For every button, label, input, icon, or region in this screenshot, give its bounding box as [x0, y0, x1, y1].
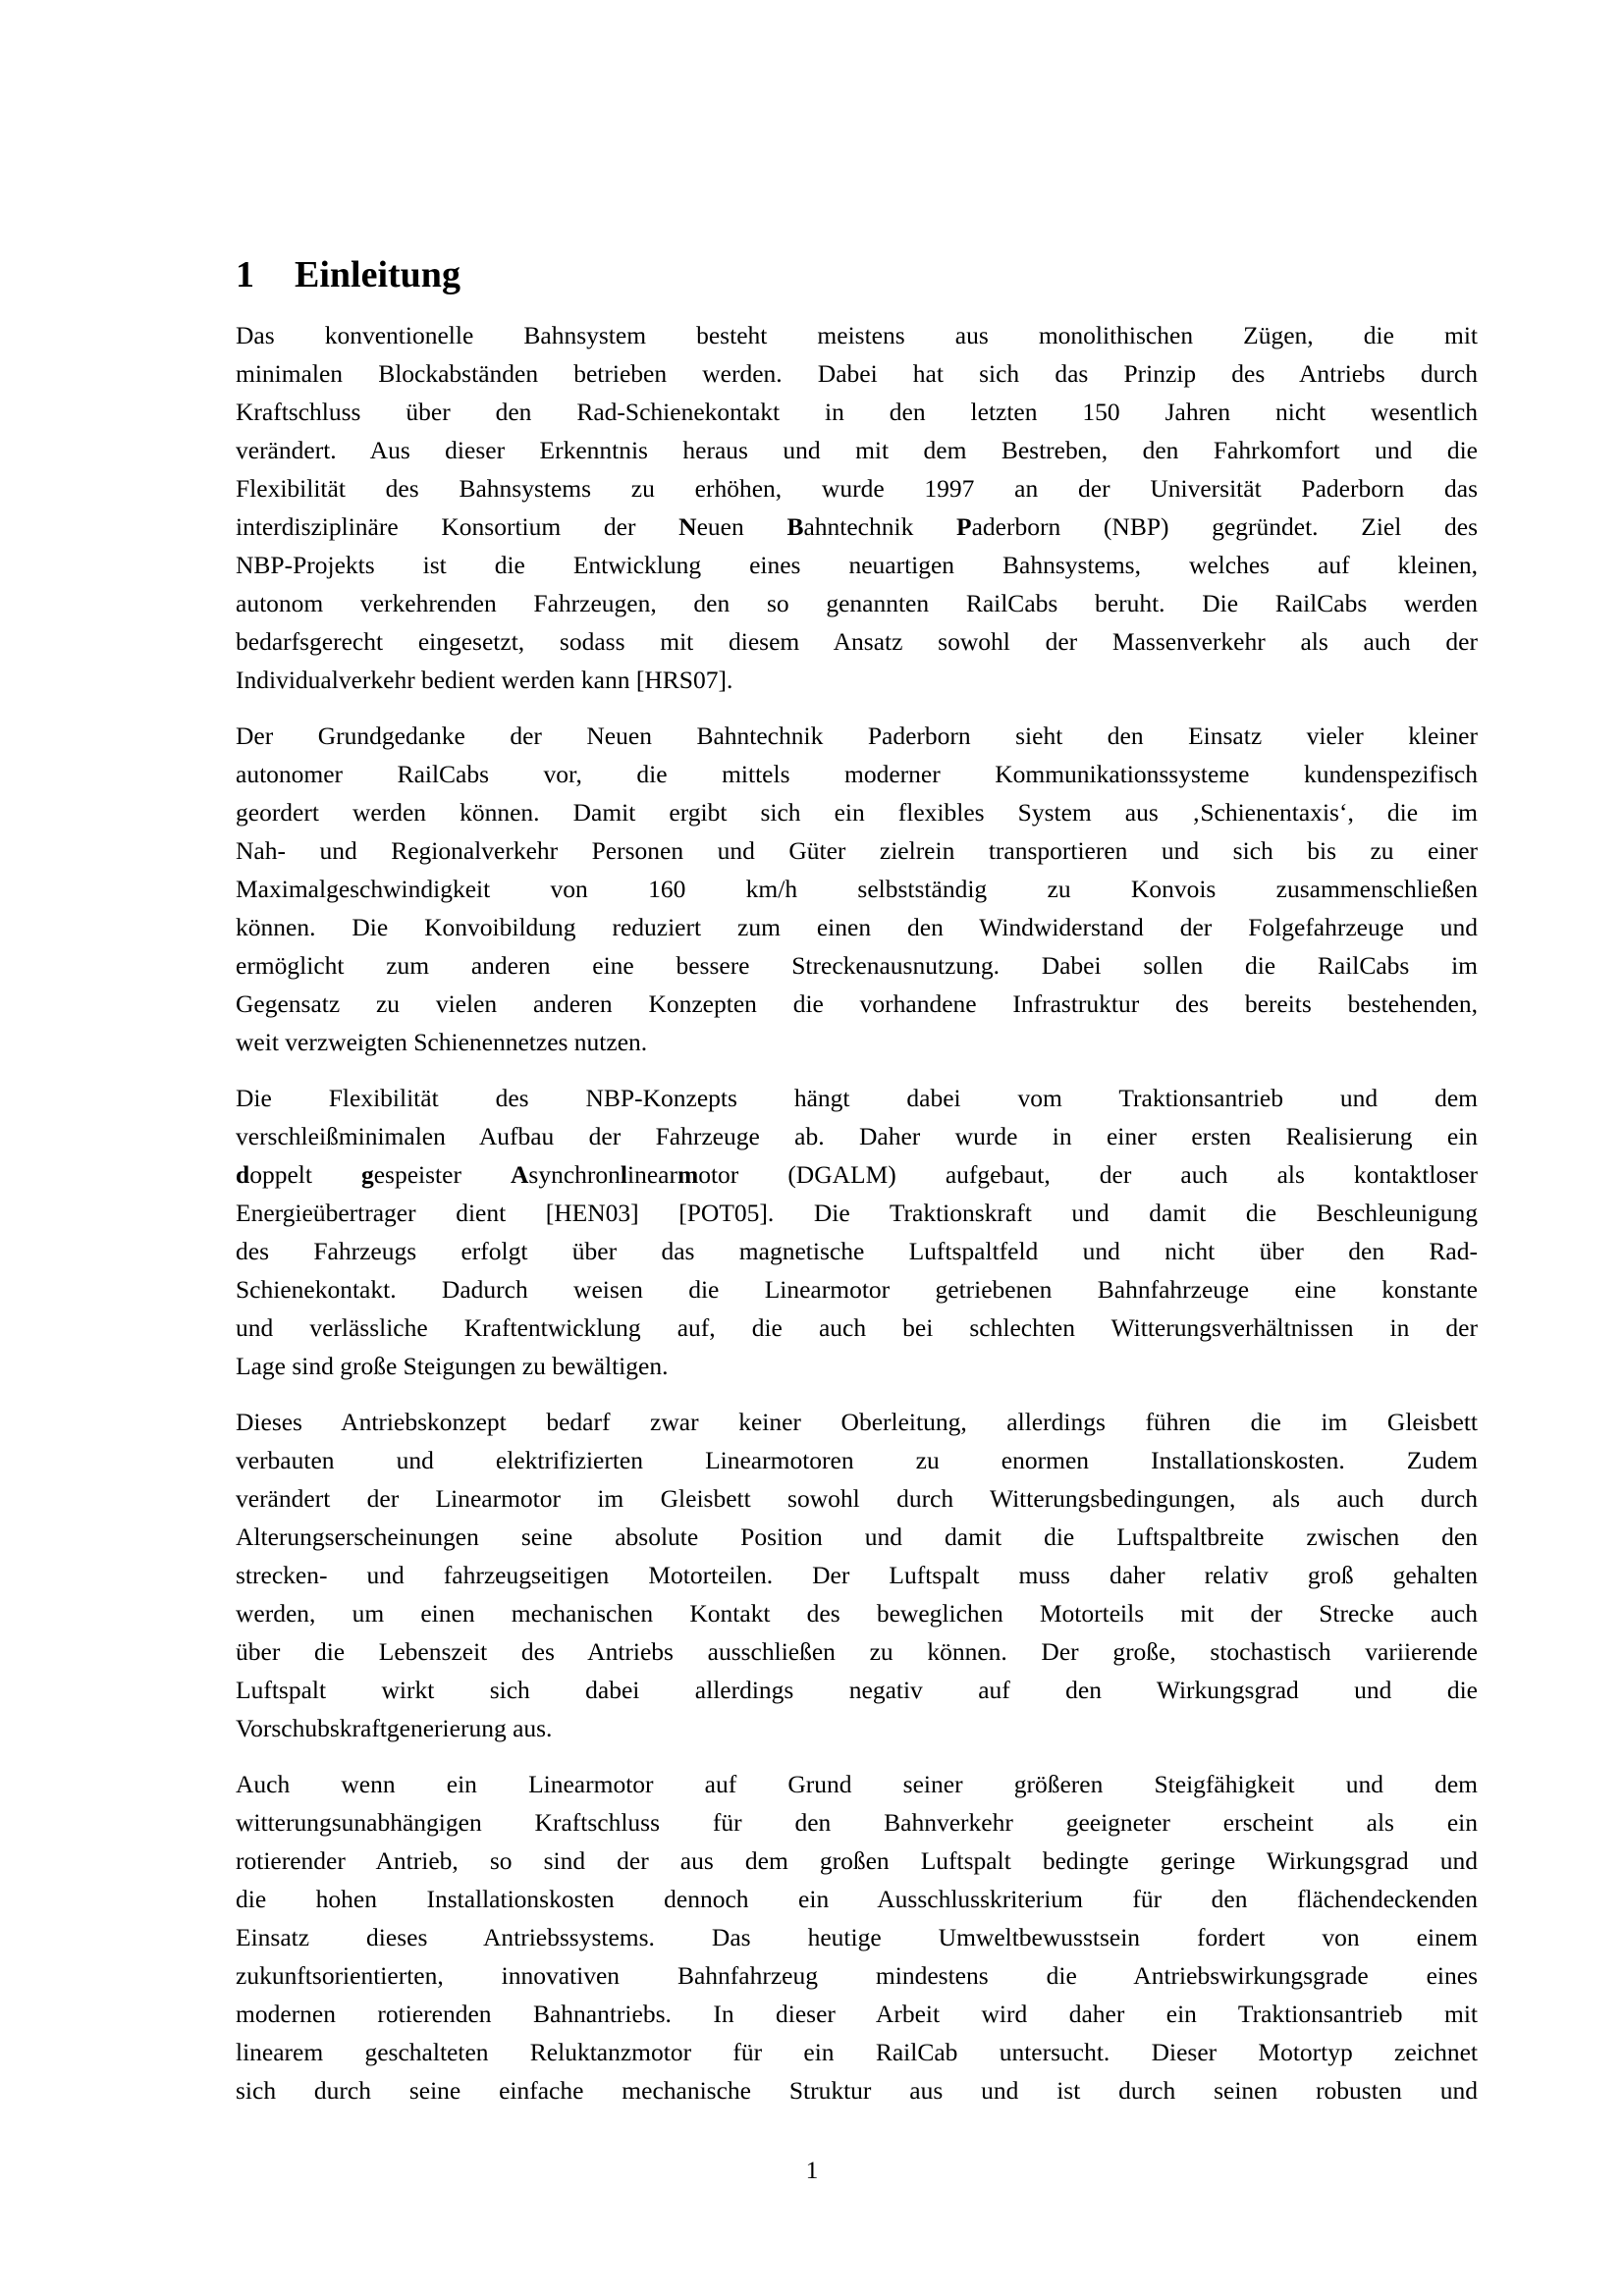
text-segment: espeister: [373, 1160, 511, 1189]
text-segment: euen: [696, 512, 787, 541]
bold-initial: l: [620, 1160, 627, 1189]
section-number: 1: [236, 254, 254, 295]
text-line: sich durch seine einfache mechanische Struktur aus und ist durch seinen robusten und: [236, 2076, 1478, 2105]
text-line: Einsatz dieses Antriebssystems. Das heutige Umweltbewusstsein fordert von einem: [236, 1923, 1478, 1951]
text-line: [236, 507, 1478, 546]
bold-initial: A: [510, 1160, 529, 1189]
text-line: verändert der Linearmotor im Gleisbett sowohl durch Witterungsbedingungen, als auch durch: [236, 1484, 1478, 1513]
text-line: Der Grundgedanke der Neuen Bahntechnik Paderborn sieht den Einsatz vieler kleiner: [236, 721, 1478, 750]
text-line: autonom verkehrenden Fahrzeugen, den so genannten RailCabs beruht. Die RailCabs werden: [236, 589, 1478, 617]
paragraph: [236, 717, 1478, 1061]
text-line: Schienekontakt. Dadurch weisen die Linearmotor getriebenen Bahnfahrzeuge eine konstante: [236, 1275, 1478, 1304]
bold-initial: g: [360, 1160, 374, 1189]
text-line: ermöglicht zum anderen eine bessere Streckenausnutzung. Dabei sollen die RailCabs im: [236, 951, 1478, 980]
text-line: Individualverkehr bedient werden kann [HRS07].: [236, 666, 733, 694]
text-line: Vorschubskraftgenerierung aus.: [236, 1714, 553, 1742]
text-segment: aderborn (NBP) gegründet. Ziel des: [971, 512, 1478, 541]
text-line: geordert werden können. Damit ergibt sich ein flexibles System aus ‚Schienentaxis‘, die im: [236, 798, 1478, 827]
text-segment: oppelt: [249, 1160, 361, 1189]
body-text: [236, 316, 1478, 2127]
paragraph: [236, 1765, 1478, 2109]
text-line: NBP-Projekts ist die Entwicklung eines neuartigen Bahnsystems, welches auf kleinen,: [236, 551, 1478, 579]
text-line: bedarfsgerecht eingesetzt, sodass mit diesem Ansatz sowohl der Massenverkehr als auch der: [236, 627, 1478, 656]
bold-initial: N: [678, 512, 697, 541]
text-line: Kraftschluss über den Rad-Schienekontakt in den letzten 150 Jahren nicht wesentlich: [236, 398, 1478, 426]
text-line: werden, um einen mechanischen Kontakt des beweglichen Motorteils mit der Strecke auch: [236, 1599, 1478, 1628]
page-number: 1: [805, 2156, 819, 2184]
text-line: des Fahrzeugs erfolgt über das magnetische Luftspaltfeld und nicht über den Rad-: [236, 1237, 1478, 1265]
bold-initial: m: [677, 1160, 699, 1189]
text-line: Nah- und Regionalverkehr Personen und Güter zielrein transportieren und sich bis zu einer: [236, 836, 1478, 865]
text-segment: otor (DGALM) aufgebaut, der auch als kontaktloser: [698, 1160, 1478, 1189]
text-line: strecken- und fahrzeugseitigen Motorteilen. Der Luftspalt muss daher relativ groß gehalten: [236, 1561, 1478, 1589]
text-line: über die Lebenszeit des Antriebs ausschließen zu können. Der große, stochastisch variierende: [236, 1637, 1478, 1666]
text-line: und verlässliche Kraftentwicklung auf, die auch bei schlechten Witterungsverhältnissen in der: [236, 1313, 1478, 1342]
bold-initial: P: [956, 512, 972, 541]
section-title: Einleitung: [295, 254, 460, 295]
bold-initial: B: [786, 512, 804, 541]
text-line: Dieses Antriebskonzept bedarf zwar keiner Oberleitung, allerdings führen die im Gleisbett: [236, 1408, 1478, 1436]
text-line: Luftspalt wirkt sich dabei allerdings negativ auf den Wirkungsgrad und die: [236, 1676, 1478, 1704]
text-line: verändert. Aus dieser Erkenntnis heraus und mit dem Bestreben, den Fahrkomfort und die: [236, 436, 1478, 464]
text-line: Energieübertrager dient [HEN03] [POT05]. Die Traktionskraft und damit die Beschleunigung: [236, 1199, 1478, 1227]
text-segment: interdisziplinäre Konsortium der: [236, 512, 679, 541]
text-line: Auch wenn ein Linearmotor auf Grund seiner größeren Steigfähigkeit und dem: [236, 1770, 1478, 1798]
text-line: Alterungserscheinungen seine absolute Position und damit die Luftspaltbreite zwischen den: [236, 1522, 1478, 1551]
text-line: zukunftsorientierten, innovativen Bahnfahrzeug mindestens die Antriebswirkungsgrade eines: [236, 1961, 1478, 1990]
text-line: Lage sind große Steigungen zu bewältigen.: [236, 1352, 669, 1380]
paragraph: [236, 1079, 1478, 1385]
text-line: witterungsunabhängigen Kraftschluss für den Bahnverkehr geeigneter erscheint als ein: [236, 1808, 1478, 1837]
text-line: Maximalgeschwindigkeit von 160 km/h selbstständig zu Konvois zusammenschließen: [236, 875, 1478, 903]
text-line: autonomer RailCabs vor, die mittels moderner Kommunikationssysteme kundenspezifisch: [236, 760, 1478, 788]
text-line: Die Flexibilität des NBP-Konzepts hängt dabei vom Traktionsantrieb und dem: [236, 1084, 1478, 1112]
text-line: rotierender Antrieb, so sind der aus dem großen Luftspalt bedingte geringe Wirkungsgrad und: [236, 1846, 1478, 1875]
text-line: minimalen Blockabständen betrieben werden. Dabei hat sich das Prinzip des Antriebs durch: [236, 359, 1478, 388]
text-line: verschleißminimalen Aufbau der Fahrzeuge ab. Daher wurde in einer ersten Realisierung ein: [236, 1122, 1478, 1150]
text-line: können. Die Konvoibildung reduziert zum einen den Windwiderstand der Folgefahrzeuge und: [236, 913, 1478, 941]
paragraph: [236, 316, 1478, 699]
text-line: [236, 1155, 1478, 1194]
section-heading: [236, 249, 460, 300]
paragraph: [236, 1403, 1478, 1747]
bold-initial: d: [236, 1160, 250, 1189]
text-line: Das konventionelle Bahnsystem besteht meistens aus monolithischen Zügen, die mit: [236, 321, 1478, 349]
text-line: linearem geschalteten Reluktanzmotor für ein RailCab untersucht. Dieser Motortyp zeichnet: [236, 2038, 1478, 2066]
text-line: Flexibilität des Bahnsystems zu erhöhen, wurde 1997 an der Universität Paderborn das: [236, 474, 1478, 503]
text-line: verbauten und elektrifizierten Linearmotoren zu enormen Installationskosten. Zudem: [236, 1446, 1478, 1474]
text-line: modernen rotierenden Bahnantriebs. In dieser Arbeit wird daher ein Traktionsantrieb mit: [236, 2000, 1478, 2028]
text-line: weit verzweigten Schienennetzes nutzen.: [236, 1028, 648, 1056]
text-line: Gegensatz zu vielen anderen Konzepten die vorhandene Infrastruktur des bereits bestehenden,: [236, 989, 1478, 1018]
text-segment: ahntechnik: [803, 512, 957, 541]
text-segment: inear: [626, 1160, 677, 1189]
text-segment: synchron: [528, 1160, 621, 1189]
text-line: die hohen Installationskosten dennoch ein Ausschlusskriterium für den flächendeckenden: [236, 1885, 1478, 1913]
